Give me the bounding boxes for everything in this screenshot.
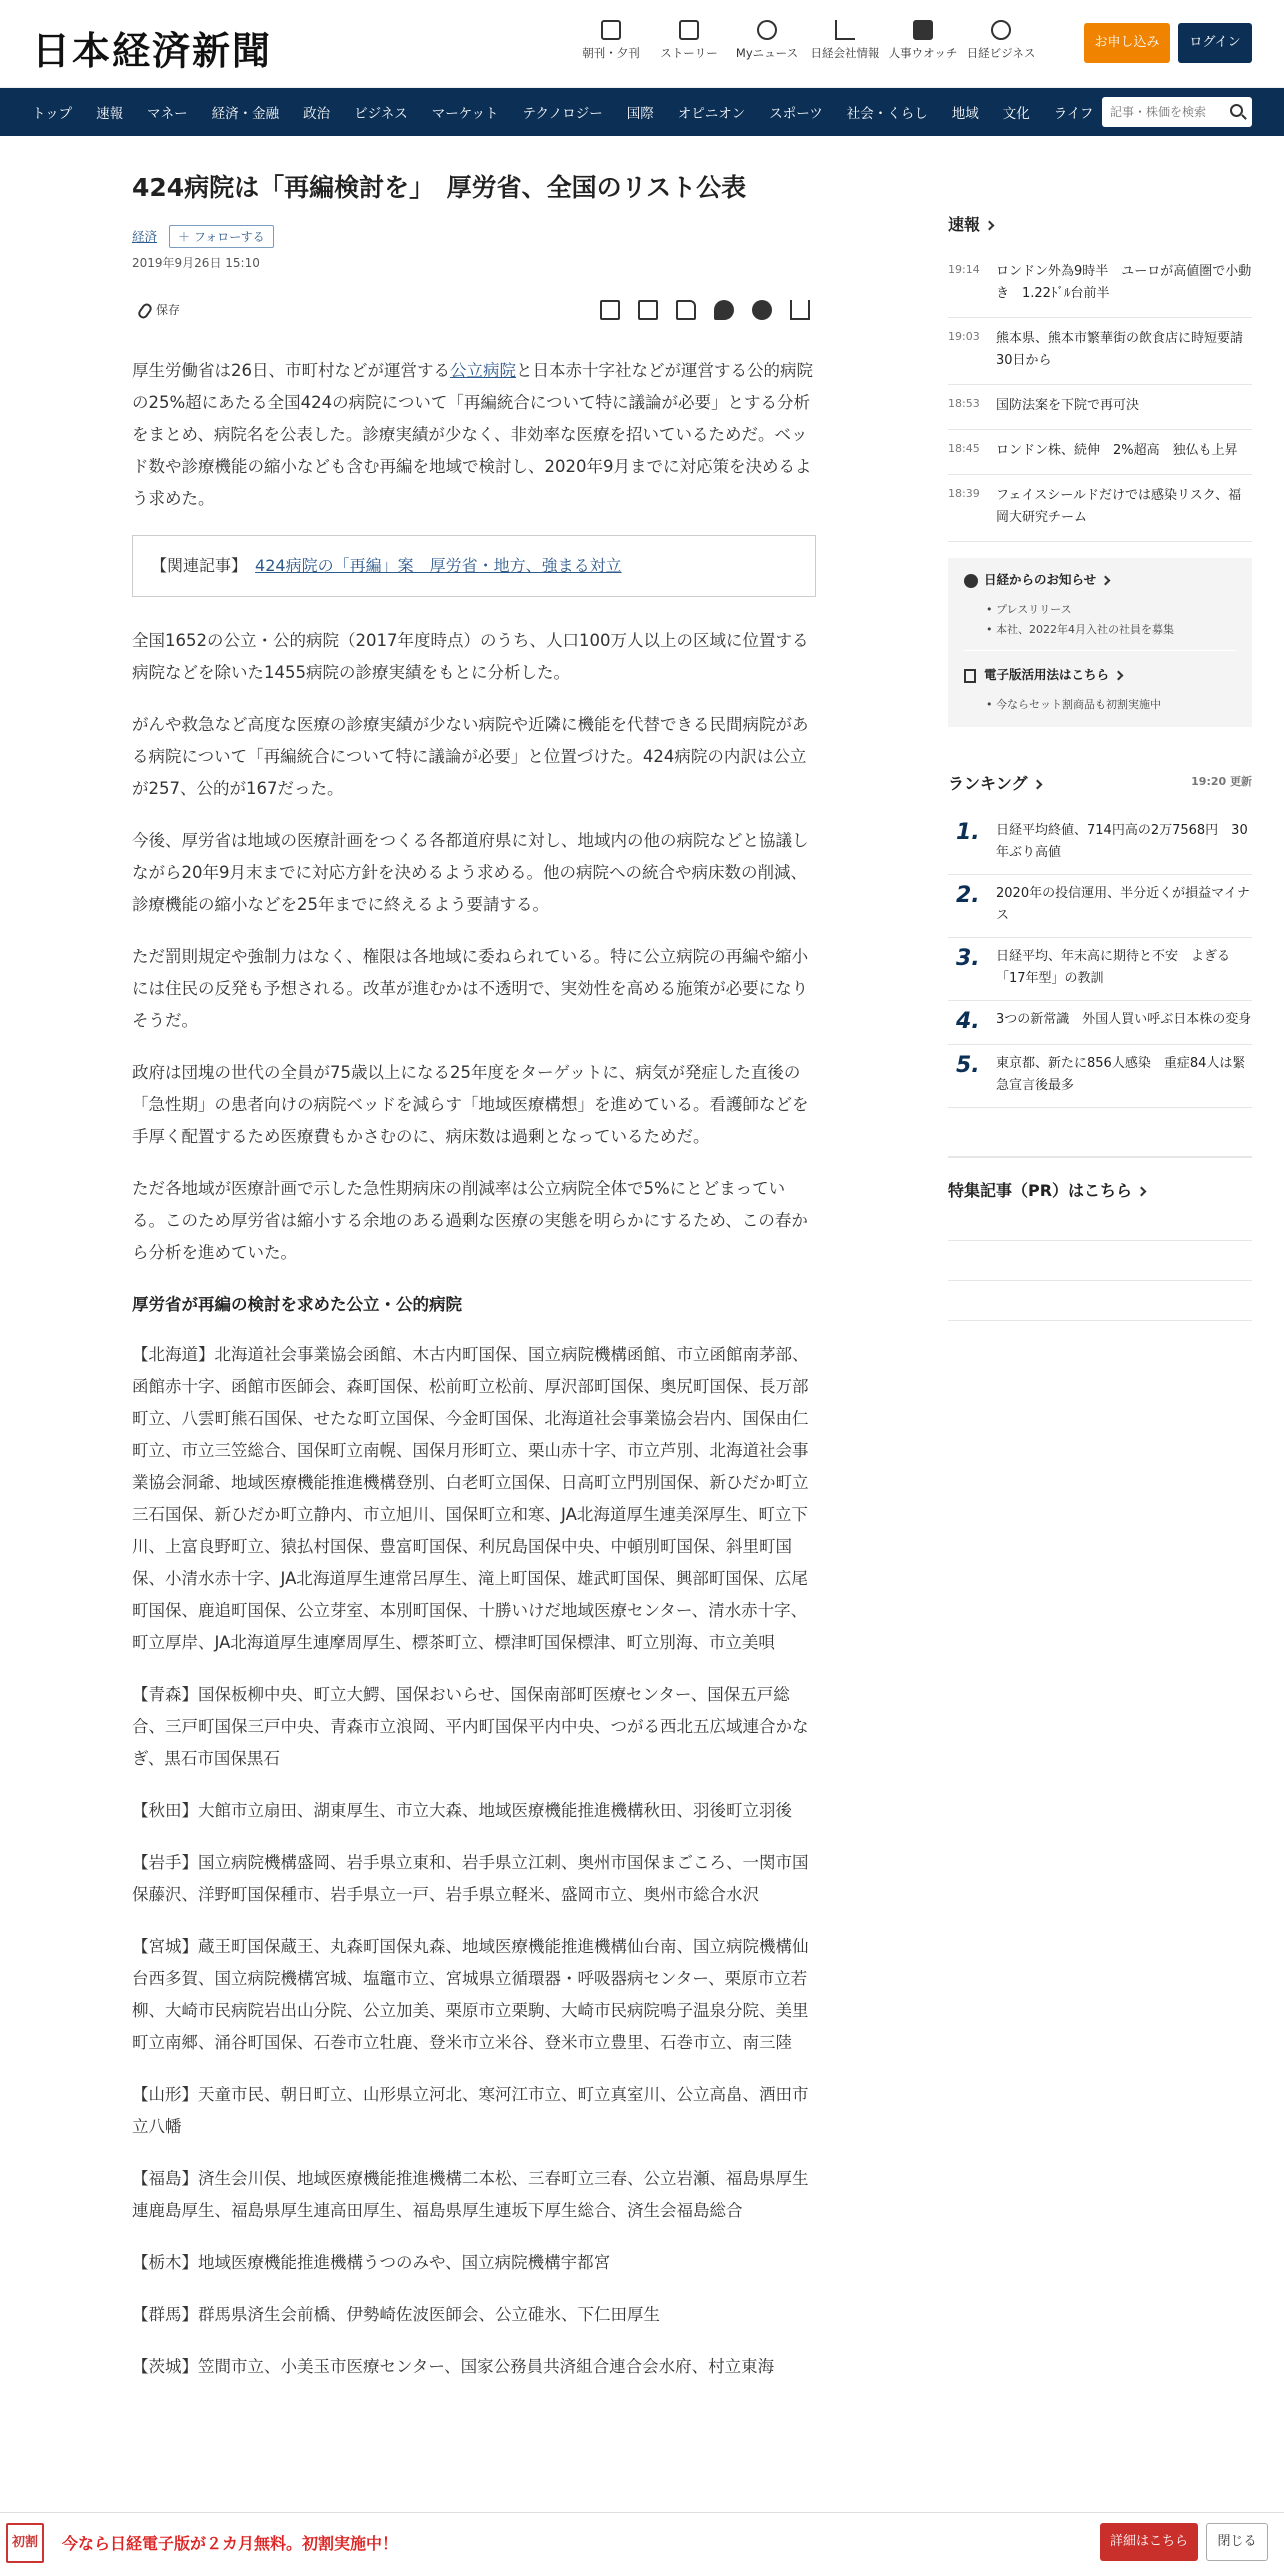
rank-number: 4. xyxy=(956,1009,980,1034)
edigital-title: 電子版活用法はこちら xyxy=(984,667,1110,682)
pr-section xyxy=(948,1156,1252,1321)
notice-item-label: プレスリリース xyxy=(996,603,1072,616)
header-link-business[interactable] xyxy=(962,20,1040,61)
nav-item-money[interactable]: マネー xyxy=(147,106,188,122)
list-item[interactable]: • プレスリリース xyxy=(986,603,1072,616)
info-icon xyxy=(964,574,978,588)
region-list: 【山形】天童市民、朝日町立、山形県立河北、寒河江市立、町立真室川、公立高畠、酒田市立八幡 xyxy=(132,2085,809,2137)
ranking-title: ランキング xyxy=(948,774,1028,793)
promo-message[interactable]: 今なら日経電子版が２カ月無料。初割実施中！ xyxy=(62,2534,399,2553)
article-paragraph: がんや救急など高度な医療の診療実績が少ない病院や近隣に機能を代替できる民間病院がある病院について「再編統合について特に議論が必要」と位置づけた。424病院の内訳は公立が257、公的が167だった。 xyxy=(132,715,809,799)
divider xyxy=(964,650,1236,651)
header-link-label: ストーリー xyxy=(660,46,718,60)
region-list: 【岩手】国立病院機構盛岡、岩手県立東和、岩手県立江刺、奥州市国保まごころ、一関市国保藤沢、洋野町国保種市、岩手県立一戸、岩手県立軽米、盛岡市立、奥州市総合水沢 xyxy=(132,1853,809,1905)
article-meta xyxy=(132,224,816,248)
header-link-label: 人事ウオッチ xyxy=(888,46,958,60)
pr-title: 特集記事（PR）はこちら xyxy=(948,1181,1133,1200)
rank-headline: 日経平均、年末高に期待と不安 よぎる「17年型」の教訓 xyxy=(996,949,1231,986)
related-article-box xyxy=(132,535,816,597)
list-item[interactable] xyxy=(948,812,1252,875)
chart-icon xyxy=(835,20,855,40)
rank-headline: 3つの新常識 外国人買い呼ぶ日本株の変身 xyxy=(996,1012,1252,1027)
search-icon[interactable] xyxy=(1230,104,1243,117)
notice-box xyxy=(948,558,1252,727)
news-headline: 国防法案を下院で再可決 xyxy=(996,398,1140,413)
edigital-heading[interactable] xyxy=(964,665,1236,683)
nav-item-society[interactable]: 社会・くらし xyxy=(846,106,928,122)
user-icon xyxy=(757,20,777,40)
print-icon[interactable] xyxy=(600,300,620,320)
header-link-label: Myニュース xyxy=(735,46,799,60)
list-item[interactable] xyxy=(948,938,1252,1001)
book-icon xyxy=(964,669,976,683)
facebook-icon[interactable] xyxy=(752,300,772,320)
header-link-label: 日経会社情報 xyxy=(810,46,880,60)
list-item[interactable] xyxy=(948,875,1252,938)
notice-item-label: 本社、2022年4月入社の社員を募集 xyxy=(996,623,1174,636)
article-paragraph: ただ各地域が医療計画で示した急性期病床の削減率は公立病院全体で5%にとどまっている。このため厚労省は縮小する余地のある過剰な医療の実態を明らかにするため、この春から分析を進めていた。 xyxy=(132,1179,808,1263)
site-logo[interactable]: 日本経済新聞 xyxy=(32,28,273,73)
pr-placeholder-list xyxy=(948,1201,1252,1321)
related-prefix: 【関連記事】 xyxy=(151,556,240,576)
nav-item-technology[interactable]: テクノロジー xyxy=(522,106,603,122)
article-subheading: 厚労省が再編の検討を求めた公立・公的病院 xyxy=(132,1295,462,1315)
public-hospital-link[interactable]: 公立病院 xyxy=(450,361,516,381)
rank-number: 1. xyxy=(956,820,980,845)
region-list: 【秋田】大館市立扇田、湖東厚生、市立大森、地域医療機能推進機構秋田、羽後町立羽後 xyxy=(132,1801,792,1821)
header-link-company[interactable] xyxy=(806,20,884,61)
main-nav xyxy=(0,88,1284,136)
apply-button[interactable]: お申し込み xyxy=(1084,23,1170,63)
nav-item-region[interactable]: 地域 xyxy=(951,106,979,122)
chevron-right-icon xyxy=(1032,780,1042,790)
memo-icon[interactable] xyxy=(676,300,696,320)
notice-title: 日経からのお知らせ xyxy=(984,572,1097,587)
news-headline: ロンドン外為9時半 ユーロが高値圏で小動き 1.22ﾄﾞﾙ台前半 xyxy=(996,264,1252,301)
rank-number: 3. xyxy=(956,946,980,971)
share-icon[interactable] xyxy=(790,300,810,320)
header-link-story[interactable] xyxy=(650,20,728,61)
list-item xyxy=(948,1281,1252,1321)
twitter-icon[interactable] xyxy=(714,300,734,320)
rank-headline: 2020年の投信運用、半分近くが損益マイナス xyxy=(996,886,1250,923)
nav-item-sokuho[interactable]: 速報 xyxy=(96,106,124,122)
chevron-right-icon xyxy=(1137,1187,1147,1197)
search-input[interactable] xyxy=(1102,97,1216,127)
nav-item-top[interactable]: トップ xyxy=(32,106,73,122)
header-link-paper[interactable] xyxy=(572,20,650,61)
article-paragraph: 今後、厚労省は地域の医療計画をつくる各都道府県に対し、地域内の他の病院などと協議しながら20年9月末までに対応方針を決めるよう求める。他の病院への統合や病床数の削減、診療機能の縮小などを25年までに終えるよう要請する。 xyxy=(132,831,809,915)
nav-item-economy[interactable]: 経済・金融 xyxy=(211,106,280,122)
sokuho-heading[interactable] xyxy=(948,212,1252,235)
close-button[interactable]: 閉じる xyxy=(1206,2523,1268,2561)
rank-headline: 日経平均終値、714円高の2万7568円 30年ぶり高値 xyxy=(996,823,1248,860)
login-button[interactable]: ログイン xyxy=(1178,23,1252,63)
region-list: 【青森】国保板柳中央、町立大鰐、国保おいらせ、国保南部町医療センター、国保五戸総合、三戸町国保三戸中央、青森市立浪岡、平内町国保平内中央、つがる西北五広域連合かなぎ、黒石市国保黒石 xyxy=(132,1685,809,1769)
article-body xyxy=(132,355,816,2383)
chevron-right-icon xyxy=(985,221,995,231)
nav-item-politics[interactable]: 政治 xyxy=(303,106,331,122)
header-link-label: 朝刊・夕刊 xyxy=(582,46,640,60)
header-link-mynews[interactable] xyxy=(728,20,806,61)
nav-item-international[interactable]: 国際 xyxy=(626,106,654,122)
share-icons xyxy=(582,300,810,320)
news-headline: ロンドン株、続伸 2%超高 独仏も上昇 xyxy=(996,443,1238,458)
follow-button[interactable]: ＋ フォローする xyxy=(169,225,274,248)
nav-item-market[interactable]: マーケット xyxy=(431,106,499,122)
ranking-list xyxy=(948,812,1252,1108)
mail-icon[interactable] xyxy=(638,300,658,320)
promo-banner xyxy=(0,2512,1284,2568)
sokuho-list xyxy=(948,251,1257,542)
paragraph-text: と日本赤十字社などが運営する公的病院の25%超にあたる全国424の病院について「再編統合について特に議論が必要」とする分析をまとめ、病院名を公表した。診療実績が少なく、非効率な医療を招いているためだ。ベッド数や診療機能の縮小なども含む再編を地域で検討し、2020年9月までに対応策を決めるよう求めた。 xyxy=(132,361,813,509)
list-item[interactable]: • 本社、2022年4月入社の社員を募集 xyxy=(986,623,1174,636)
article-paragraph: 政府は団塊の世代の全員が75歳以上になる25年度をターゲットに、病気が発症した直後の「急性期」の患者向けの病院ベッドを減らす「地域医療構想」を進めている。看護師などを手厚く配置するため医療費もかさむのに、病床数は過剰となっているためだ。 xyxy=(132,1063,809,1147)
save-button[interactable] xyxy=(140,301,180,319)
notice-list xyxy=(964,600,1236,640)
promo-badge: 初割 xyxy=(6,2523,44,2563)
list-item xyxy=(948,1241,1252,1281)
paperclip-icon xyxy=(136,301,153,320)
list-item[interactable] xyxy=(948,385,1252,430)
news-headline: フェイスシールドだけでは感染リスク、福岡大研究チーム xyxy=(996,488,1242,525)
follow-label: フォローする xyxy=(193,229,265,244)
article-toolbar xyxy=(132,297,816,327)
search-box xyxy=(1102,97,1252,127)
news-time: 18:53 xyxy=(948,397,980,410)
list-item[interactable] xyxy=(948,475,1252,542)
story-icon xyxy=(679,20,699,40)
chevron-right-icon xyxy=(1114,671,1124,681)
chevron-right-icon xyxy=(1101,576,1111,586)
region-list: 【福島】済生会川俣、地域医療機能推進機構二本松、三春町立三春、公立岩瀬、福島県厚生連鹿島厚生、福島県厚生連高田厚生、福島県厚生連坂下厚生総合、済生会福島総合 xyxy=(132,2169,809,2221)
region-list: 【宮城】蔵王町国保蔵王、丸森町国保丸森、地域医療機能推進機構仙台南、国立病院機構仙台西多賀、国立病院機構宮城、塩竈市立、宮城県立循環器・呼吸器病センター、栗原市立若柳、大崎市民病院岩出山分院、公立加美、栗原市立栗駒、大崎市民病院鳴子温泉分院、美里町立南郷、涌谷町国保、石巻市立牡鹿、登米市立米谷、登米市立豊里、石巻市立、南三陸 xyxy=(132,1937,809,2053)
save-label: 保存 xyxy=(156,303,181,318)
article-main xyxy=(132,136,816,2403)
nav-item-life[interactable]: ライフ xyxy=(1053,106,1094,122)
region-list: 【茨城】笠間市立、小美玉市医療センター、国家公務員共済組合連合会水府、村立東海 xyxy=(132,2357,775,2377)
topic-link[interactable]: 経済 xyxy=(132,229,158,245)
list-item[interactable] xyxy=(948,1001,1252,1045)
list-item[interactable] xyxy=(948,318,1257,385)
notice-heading[interactable] xyxy=(964,570,1236,588)
news-time: 19:14 xyxy=(948,263,980,276)
ranking-heading[interactable] xyxy=(948,771,1252,794)
list-item[interactable] xyxy=(948,251,1252,318)
list-item[interactable] xyxy=(948,1045,1252,1108)
search-person-icon xyxy=(913,20,933,40)
rank-number: 5. xyxy=(956,1053,980,1078)
site-header xyxy=(0,0,1284,88)
edigital-item-label: 今ならセット割商品も初割実施中 xyxy=(996,698,1161,711)
region-list: 【群馬】群馬県済生会前橋、伊勢崎佐波医師会、公立碓氷、下仁田厚生 xyxy=(132,2305,660,2325)
article-date: 2019年9月26日 15:10 xyxy=(132,256,260,271)
article-paragraph: ただ罰則規定や強制力はなく、権限は各地域に委ねられている。特に公立病院の再編や縮小には住民の反発も予想される。改革が進むかは不透明で、実効性を高める施策が必要になりそうだ。 xyxy=(132,947,809,1031)
rank-number: 2. xyxy=(956,883,980,908)
sokuho-title: 速報 xyxy=(948,215,981,234)
news-headline: 熊本県、熊本市繁華街の飲食店に時短要請 30日から xyxy=(996,331,1257,368)
region-list: 【北海道】北海道社会事業協会函館、木古内町国保、国立病院機構函館、市立函館南茅部、函館赤十字、函館市医師会、森町国保、松前町立松前、厚沢部町国保、奥尻町国保、長万部町立、八雲町熊石国保、せたな町立国保、今金町国保、北海道社会事業協会岩内、国保由仁町立、市立三笠総合、国保町立南幌、国保月形町立、栗山赤十字、市立芦別、北海道社会事業協会洞爺、地域医療機能推進機構登別、白老町立国保、日高町立門別国保、新ひだか町立三石国保、新ひだか町立静内、市立旭川、国保町立和寒、JA北海道厚生連美深厚生、町立下川、上富良野町立、猿払村国保、豊富町国保、利尻島国保中央、中頓別町国保、斜里町国保、小清水赤十字、JA北海道厚生連常呂厚生、滝上町国保、雄武町国保、興部町国保、広尾町国保、鹿追町国保、公立芽室、本別町国保、十勝いけだ地域医療センター、清水赤十字、町立厚岸、JA北海道厚生連摩周厚生、標茶町立、標津町国保標津、町立別海、市立美唄 xyxy=(132,1345,809,1653)
list-item[interactable]: • 今ならセット割商品も初割実施中 xyxy=(986,698,1161,711)
rank-headline: 東京都、新たに856人感染 重症84人は緊急宣言後最多 xyxy=(996,1056,1246,1093)
nav-item-business[interactable]: ビジネス xyxy=(354,106,408,122)
nav-items xyxy=(32,88,1117,136)
edigital-list xyxy=(964,695,1236,715)
paragraph-text: 厚生労働省は26日、市町村などが運営する xyxy=(132,361,450,381)
compass-icon xyxy=(991,20,1011,40)
article-title: 424病院は「再編検討を」 厚労省、全国のリスト公表 xyxy=(132,173,747,202)
news-time: 18:45 xyxy=(948,442,980,455)
nav-item-culture[interactable]: 文化 xyxy=(1002,106,1030,122)
article-paragraph xyxy=(132,355,816,515)
sidebar xyxy=(948,136,1257,1321)
header-link-jinji[interactable] xyxy=(884,20,962,61)
promo-detail-button[interactable]: 詳細はこちら xyxy=(1100,2523,1198,2561)
news-time: 19:03 xyxy=(948,330,980,343)
article-paragraph: 全国1652の公立・公的病院（2017年度時点）のうち、人口100万人以上の区域に位置する病院などを除いた1455病院の診療実績をもとに分析した。 xyxy=(132,631,809,683)
nav-item-opinion[interactable]: オピニオン xyxy=(677,106,746,122)
pr-heading[interactable] xyxy=(948,1178,1252,1201)
newspaper-icon xyxy=(601,20,621,40)
ranking-updated: 19:20 更新 xyxy=(1191,775,1252,788)
header-link-label: 日経ビジネス xyxy=(966,46,1036,60)
list-item[interactable] xyxy=(948,430,1252,475)
news-time: 18:39 xyxy=(948,487,980,500)
list-item xyxy=(948,1201,1252,1241)
region-list: 【栃木】地域医療機能推進機構うつのみや、国立病院機構宇都宮 xyxy=(132,2253,611,2273)
header-icon-menu xyxy=(572,20,1040,61)
nav-item-sports[interactable]: スポーツ xyxy=(769,106,823,122)
related-article-link[interactable]: 424病院の「再編」案 厚労省・地方、強まる対立 xyxy=(255,556,622,576)
